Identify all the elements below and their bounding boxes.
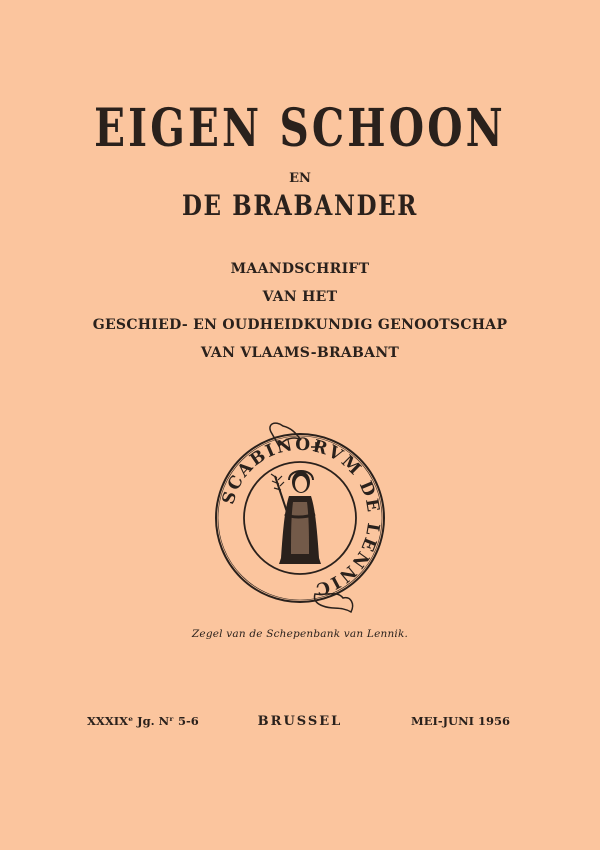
volume-number: XXXIXᵉ Jg. Nʳ 5-6 xyxy=(87,714,199,728)
society-line-4: VAN VLAAMS-BRABANT xyxy=(200,345,400,361)
magazine-subtitle: DE BRABANDER xyxy=(181,189,419,222)
society-line-2: VAN HET xyxy=(262,289,338,305)
magazine-title: EIGEN SCHOON xyxy=(94,98,506,159)
seal-legend: SCABINORVM DE LENNIC xyxy=(218,434,384,600)
society-line-3: GESCHIED- EN OUDHEIDKUNDIG GENOOTSCHAP xyxy=(92,317,508,333)
publication-date: MEI-JUNI 1956 xyxy=(410,714,510,728)
publication-city: BRUSSEL xyxy=(257,714,343,729)
seal-caption: Zegel van de Schepenbank van Lennik. xyxy=(191,628,409,640)
seal-drawing xyxy=(205,418,395,618)
title-connector: EN xyxy=(289,171,311,186)
seal-icon xyxy=(205,418,395,618)
society-line-1: MAANDSCHRIFT xyxy=(230,261,370,277)
